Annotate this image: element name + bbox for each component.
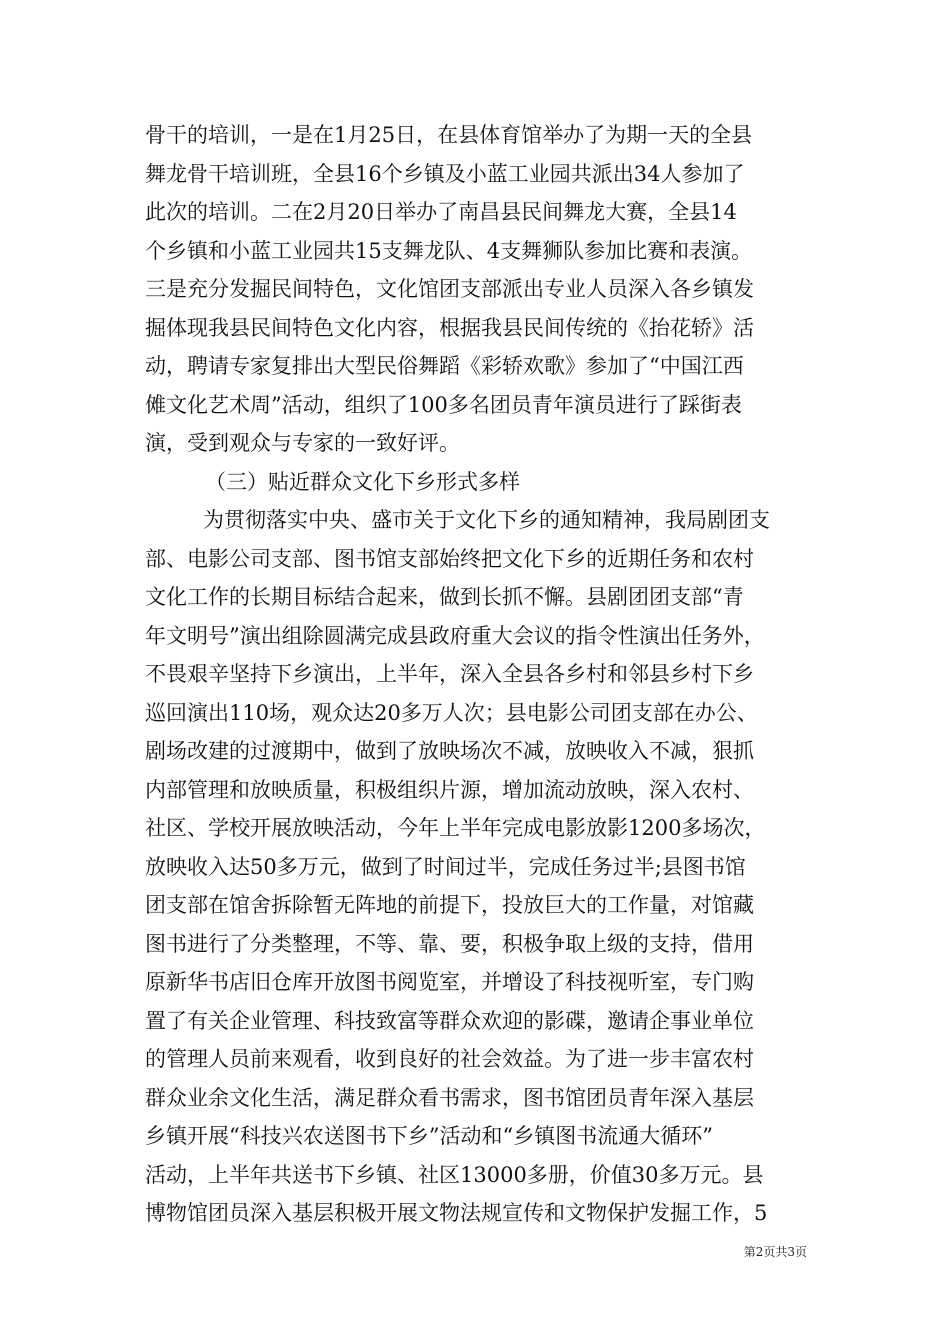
text-line: 骨干的培训，一是在1月25日，在县体育馆举办了为期一天的全县 [145, 123, 753, 147]
text-line: 乡镇开展“科技兴农送图书下乡”活动和“乡镇图书流通大循环” [145, 1124, 713, 1148]
text-line: 活动，上半年共送书下乡镇、社区13000多册，价值30多万元。县 [145, 1162, 764, 1187]
text-line: 团支部在馆舍拆除暂无阵地的前提下，投放巨大的工作量，对馆藏 [145, 893, 754, 917]
body-text [145, 116, 810, 1233]
text-line: 文化工作的长期目标结合起来，做到长抓不懈。县剧团团支部“青 [145, 585, 744, 609]
text-line: 不畏艰辛坚持下乡演出，上半年，深入全县各乡村和邻县乡村下乡 [145, 662, 754, 686]
text-line: 的管理人员前来观看，收到良好的社会效益。为了进一步丰富农村 [145, 1047, 754, 1071]
text-line: 为贯彻落实中央、盛市关于文化下乡的通知精神，我局剧团支 [203, 508, 770, 532]
text-line: 舞龙骨干培训班，全县16个乡镇及小蓝工业园共派出34人参加了 [145, 161, 745, 186]
text-line: 动，聘请专家复排出大型民俗舞蹈《彩轿欢歌》参加了“中国江西 [145, 354, 744, 378]
text-line: 演，受到观众与专家的一致好评。 [145, 431, 460, 455]
text-line: 社区、学校开展放映活动，今年上半年完成电影放影1200多场次， [145, 816, 766, 840]
text-line: 掘体现我县民间特色文化内容，根据我县民间传统的《抬花轿》活 [145, 315, 754, 340]
text-line: 博物馆团员深入基层积极开展文物法规宣传和文物保护发掘工作，5 [145, 1201, 768, 1225]
text-line: 剧场改建的过渡期中，做到了放映场次不减，放映收入不减，狠抓 [145, 739, 754, 763]
text-line: 置了有关企业管理、科技致富等群众欢迎的影碟，邀请企事业单位 [145, 1008, 754, 1033]
text-line: 此次的培训。二在2月20日举办了南昌县民间舞龙大赛，全县14 [145, 200, 737, 224]
text-line: 个乡镇和小蓝工业园共15支舞龙队、4支舞狮队参加比赛和表演。 [145, 238, 753, 263]
section-heading: （三）贴近群众文化下乡形式多样 [205, 469, 520, 494]
text-line: 图书进行了分类整理，不等、靠、要，积极争取上级的支持，借用 [145, 931, 754, 956]
text-line: 部、电影公司支部、图书馆支部始终把文化下乡的近期任务和农村 [145, 546, 754, 571]
text-line: 放映收入达50多万元，做到了时间过半，完成任务过半;县图书馆 [145, 854, 746, 879]
text-line: 群众业余文化生活，满足群众看书需求，图书馆团员青年深入基层 [145, 1085, 754, 1110]
text-line: 傩文化艺术周”活动，组织了100多名团员青年演员进行了踩街表 [145, 392, 742, 417]
text-line: 年文明号”演出组除圆满完成县政府重大会议的指令性演出任务外， [145, 623, 765, 648]
text-line: 巡回演出110场，观众达20多万人次；县电影公司团支部在办公、 [145, 700, 758, 725]
text-line: 原新华书店旧仓库开放图书阅览室，并增设了科技视听室，专门购 [145, 970, 754, 994]
page-number-footer: 第2页共3页 [743, 1245, 807, 1259]
text-line: 内部管理和放映质量，积极组织片源，增加流动放映，深入农村、 [145, 777, 754, 802]
text-line: 三是充分发掘民间特色，文化馆团支部派出专业人员深入各乡镇发 [145, 277, 754, 301]
